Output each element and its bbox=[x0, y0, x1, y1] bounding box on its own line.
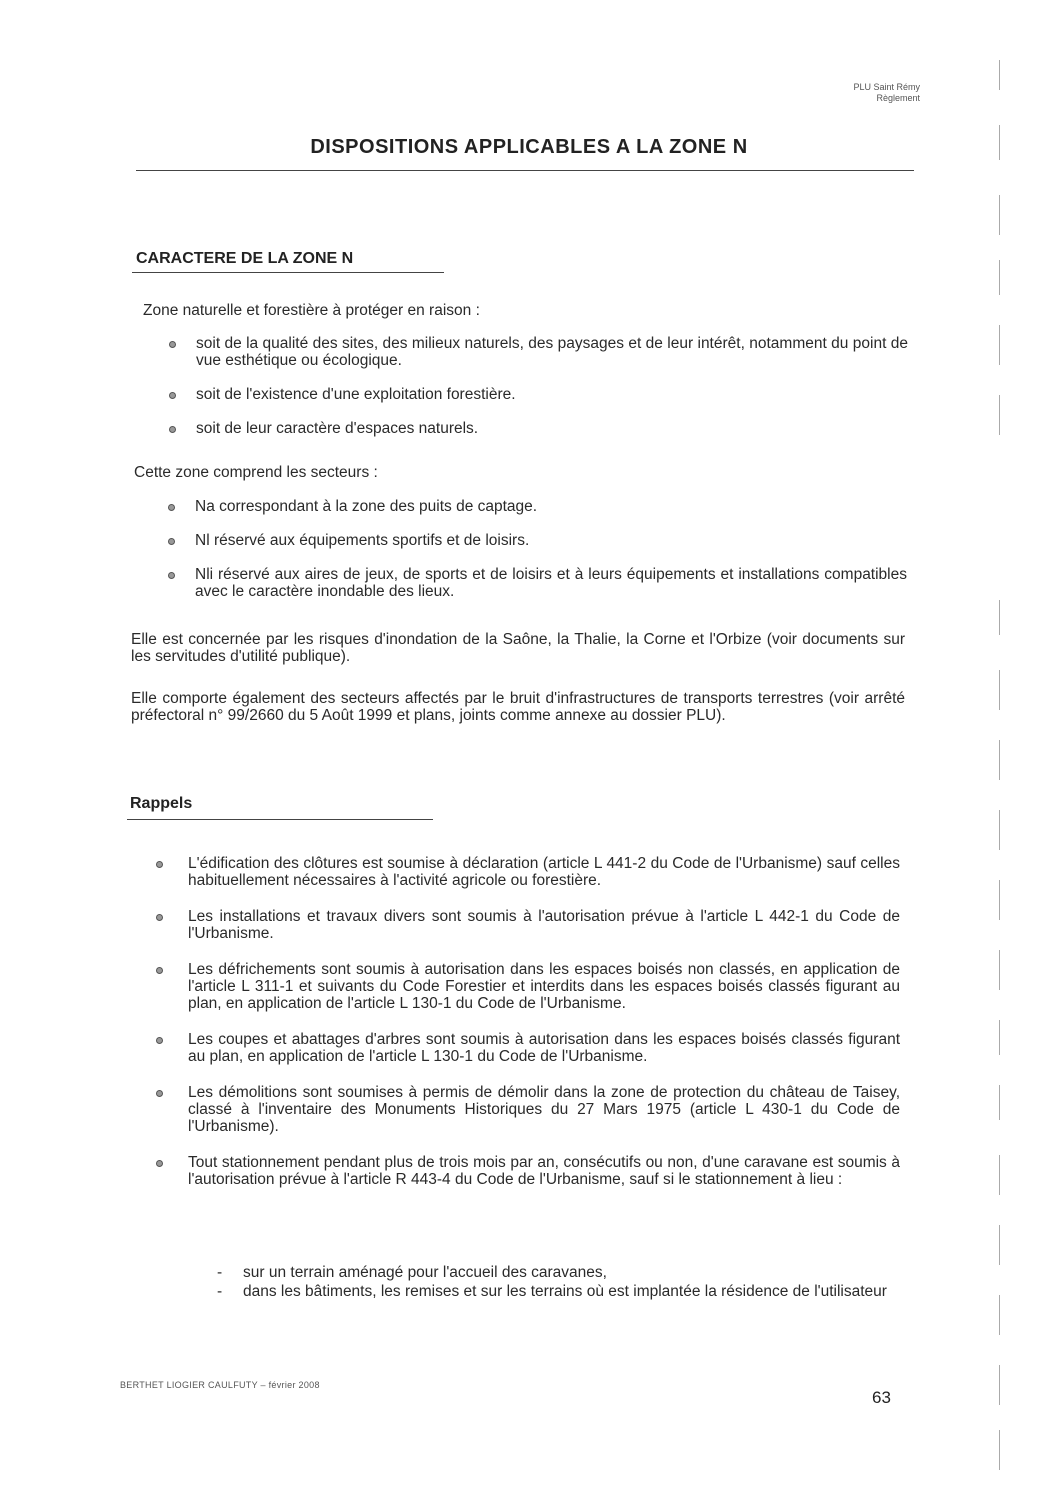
sectors-list bbox=[195, 498, 907, 600]
header-line-1: PLU Saint Rémy bbox=[853, 82, 920, 92]
rappel-text: Les démolitions sont soumises à permis de démolir dans la zone de protection du château de Taisey, classé à l'inventaire des Monuments Historiques du 27 Mars 1975 (article L 430-1 du Code de l'Urbanisme). bbox=[188, 1084, 900, 1135]
title-divider bbox=[136, 170, 914, 171]
list-item bbox=[188, 855, 900, 889]
list-item bbox=[188, 908, 900, 942]
dash-marker: - bbox=[217, 1264, 223, 1281]
rappel-text: Les coupes et abattages d'arbres sont soumis à autorisation dans les espaces boisés classés figurant au plan, en application de l'article L 130-1 du Code de l'Urbanisme. bbox=[188, 1031, 900, 1065]
scan-edge-mark bbox=[999, 1155, 1000, 1195]
flood-risk-paragraph: Elle est concernée par les risques d'inondation de la Saône, la Thalie, la Corne et l'Orbize (voir documents sur les servitudes d'utilité publique). bbox=[131, 631, 905, 665]
rappels-list bbox=[188, 855, 900, 1188]
bullet-icon bbox=[156, 1160, 163, 1167]
bullet-icon bbox=[156, 1037, 163, 1044]
scan-edge-mark bbox=[999, 810, 1000, 850]
rappel-text: Les défrichements sont soumis à autorisation dans les espaces boisés non classés, en application de l'article L 311-1 et suivants du Code Forestier et interdits dans les espaces boisés classés figurant au plan, en application de l'article L 130-1 du Code de l'Urbanisme. bbox=[188, 961, 900, 1012]
list-item bbox=[196, 420, 908, 437]
rappel-text: Les installations et travaux divers sont soumis à l'autorisation prévue à l'article L 442-1 du Code de l'Urbanisme. bbox=[188, 908, 900, 942]
scan-edge-mark bbox=[999, 325, 1000, 365]
bullet-icon bbox=[169, 341, 176, 348]
scan-edge-mark bbox=[999, 395, 1000, 435]
list-item bbox=[188, 1154, 900, 1188]
bullet-icon bbox=[156, 1090, 163, 1097]
scan-edge-mark bbox=[999, 880, 1000, 920]
sectors-intro: Cette zone comprend les secteurs : bbox=[134, 464, 378, 481]
list-item bbox=[188, 1084, 900, 1135]
reasons-list bbox=[196, 335, 908, 437]
list-item bbox=[195, 566, 907, 600]
reason-text: soit de leur caractère d'espaces naturels. bbox=[196, 420, 479, 437]
list-item bbox=[196, 335, 908, 369]
section-heading-underline bbox=[132, 272, 444, 273]
noise-paragraph: Elle comporte également des secteurs affectés par le bruit d'infrastructures de transports terrestres (voir arrêté préfectoral n° 99/2660 du 5 Août 1999 et plans, joints comme annexe au dossier PLU). bbox=[131, 690, 905, 724]
list-item bbox=[196, 386, 908, 403]
rappel-text: Tout stationnement pendant plus de trois mois par an, consécutifs ou non, d'une caravane est soumis à l'autorisation prévue à l'article R 443-4 du Code de l'Urbanisme, sauf si le stationnement à lieu : bbox=[188, 1154, 900, 1188]
footer-credit: BERTHET LIOGIER CAULFUTY – février 2008 bbox=[120, 1380, 320, 1390]
section-heading-rappels: Rappels bbox=[130, 795, 193, 812]
sector-text: Nli réservé aux aires de jeux, de sports et de loisirs et à leurs équipements et installations compatibles avec le caractère inondable des lieux. bbox=[195, 566, 907, 600]
bullet-icon bbox=[168, 572, 175, 579]
page-title: DISPOSITIONS APPLICABLES A LA ZONE N bbox=[310, 136, 748, 158]
list-item bbox=[217, 1283, 899, 1300]
page-number: 63 bbox=[872, 1388, 891, 1407]
bullet-icon bbox=[168, 538, 175, 545]
scan-edge-mark bbox=[999, 1365, 1000, 1405]
subitem-text: dans les bâtiments, les remises et sur les terrains où est implantée la résidence de l'utilisateur bbox=[243, 1283, 887, 1300]
subitem-text: sur un terrain aménagé pour l'accueil des caravanes, bbox=[243, 1264, 607, 1281]
reason-text: soit de la qualité des sites, des milieux naturels, des paysages et de leur intérêt, notamment du point de vue esthétique ou écologique. bbox=[196, 335, 908, 369]
scan-edge-mark bbox=[999, 740, 1000, 780]
bullet-icon bbox=[169, 392, 176, 399]
scan-edge-mark bbox=[999, 1085, 1000, 1120]
list-item bbox=[188, 1031, 900, 1065]
scan-edge-mark bbox=[999, 670, 1000, 710]
scan-edge-mark bbox=[999, 1295, 1000, 1335]
scan-edge-mark bbox=[999, 260, 1000, 295]
sector-text: Na correspondant à la zone des puits de captage. bbox=[195, 498, 538, 515]
bullet-icon bbox=[156, 967, 163, 974]
running-header bbox=[853, 82, 920, 104]
section-heading-caractere: CARACTERE DE LA ZONE N bbox=[136, 250, 354, 267]
sector-text: Nl réservé aux équipements sportifs et de loisirs. bbox=[195, 532, 530, 549]
bullet-icon bbox=[168, 504, 175, 511]
scan-edge-mark bbox=[999, 125, 1000, 160]
header-line-2: Règlement bbox=[876, 93, 920, 103]
reason-text: soit de l'existence d'une exploitation forestière. bbox=[196, 386, 516, 403]
dash-marker: - bbox=[217, 1283, 223, 1300]
caravan-conditions bbox=[217, 1264, 899, 1300]
scan-edge-mark bbox=[999, 1430, 1000, 1470]
scan-edge-mark bbox=[999, 600, 1000, 635]
bullet-icon bbox=[156, 861, 163, 868]
list-item bbox=[195, 498, 907, 515]
reasons-intro: Zone naturelle et forestière à protéger en raison : bbox=[143, 302, 480, 319]
section-heading-underline bbox=[127, 819, 433, 820]
list-item bbox=[217, 1264, 899, 1281]
bullet-icon bbox=[156, 914, 163, 921]
rappel-text: L'édification des clôtures est soumise à déclaration (article L 441-2 du Code de l'Urbanisme) sauf celles habituellement nécessaires à l'activité agricole ou forestière. bbox=[188, 855, 900, 889]
scan-edge-mark bbox=[999, 60, 1000, 90]
bullet-icon bbox=[169, 426, 176, 433]
list-item bbox=[195, 532, 907, 549]
scan-edge-mark bbox=[999, 950, 1000, 990]
list-item bbox=[188, 961, 900, 1012]
scan-edge-mark bbox=[999, 195, 1000, 235]
scan-edge-mark bbox=[999, 1020, 1000, 1055]
scan-edge-mark bbox=[999, 1225, 1000, 1265]
